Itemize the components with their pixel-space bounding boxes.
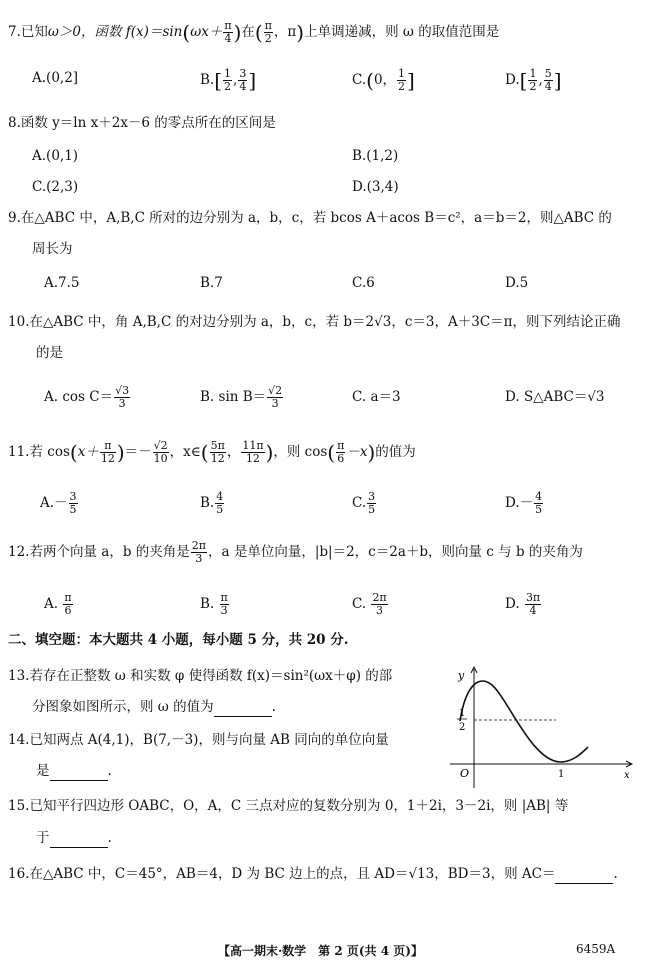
denominator: 4 [529, 604, 537, 617]
q8-option-b [352, 146, 398, 166]
paren-open: ( [327, 440, 336, 465]
option-sign: － [54, 495, 68, 511]
q10-option-b [200, 385, 284, 410]
q11-option-a [40, 491, 79, 516]
numerator: π [220, 591, 228, 604]
question-14-stem-cont [36, 761, 112, 781]
fraction [267, 385, 283, 410]
option-label: C. [352, 275, 367, 291]
answer-blank[interactable] [214, 716, 272, 717]
stem-text: f(x)＝sin [125, 24, 183, 40]
option-text: (2,3) [46, 179, 79, 195]
stem-text: 于 [36, 830, 50, 846]
denominator: 4 [224, 32, 232, 45]
fraction [114, 385, 130, 410]
stem-text: 若两个向量 a，b 的夹角是 [29, 544, 190, 560]
question-number: 9. [8, 210, 21, 226]
answer-blank[interactable] [50, 847, 108, 848]
stem-text: 已知两点 A(4,1)，B(7,－3)，则与向量 AB 同向的单位向量 [29, 732, 389, 748]
option-text: 7 [214, 275, 223, 291]
numerator: √2 [268, 384, 283, 397]
stem-text: 已知平行四边形 OABC，O，A，C 三点对应的复数分别为 0，1＋2i，3－2i，则 |AB| 等 [29, 798, 569, 814]
q8-option-c [32, 177, 78, 197]
y-axis-label: y [458, 669, 465, 682]
stem-text: 在△ABC 中，角 A,B,C 的对边分别为 a，b，c，若 b＝2√3，c＝3，A＋3C＝π，则下列结论正确 [29, 314, 621, 330]
option-text: sin B＝ [218, 389, 267, 405]
stem-text: ，a 是单位向量，|b|＝2，c＝2a＋b，则向量 c 与 b 的夹角为 [208, 544, 583, 560]
stem-text: ω＞0，函数 [47, 24, 122, 40]
option-label: A. [32, 148, 47, 164]
option-label: C. [32, 179, 47, 195]
fraction [544, 68, 553, 93]
option-text: (1,2) [366, 148, 399, 164]
stem-text: . [107, 763, 112, 779]
numerator: 2π [191, 539, 206, 552]
option-text: (3,4) [366, 179, 399, 195]
q12-option-d [505, 592, 542, 617]
numerator: 1 [224, 67, 232, 80]
fraction [153, 440, 169, 465]
q10-option-a [44, 385, 131, 410]
paren-close: ) [116, 440, 125, 465]
question-10-stem [8, 312, 621, 332]
denominator: 4 [544, 80, 552, 93]
section-heading [8, 630, 348, 650]
numerator: √3 [115, 384, 130, 397]
bracket-close: ] [553, 68, 562, 93]
q12-option-c [352, 592, 389, 617]
numerator: 3 [368, 490, 376, 503]
numerator: 4 [535, 490, 543, 503]
q9-option-b [200, 273, 223, 293]
denominator: 2 [529, 80, 537, 93]
stem-text: ，x∈ [169, 444, 201, 460]
denominator: 4 [239, 80, 247, 93]
question-12-stem [8, 540, 583, 565]
fraction [367, 491, 376, 516]
stem-text: 在 [241, 24, 255, 40]
stem-text: 若 cos [29, 444, 70, 460]
denominator: 5 [216, 503, 224, 516]
numerator: π [64, 591, 72, 604]
q9-option-a [44, 273, 80, 293]
option-label: B. [200, 389, 215, 405]
option-text: 6 [366, 275, 375, 291]
question-9-stem [8, 208, 612, 228]
question-10-stem-cont [36, 343, 63, 363]
q8-option-d [352, 177, 399, 197]
fraction [264, 20, 273, 45]
option-label: A. [44, 389, 59, 405]
function-curve [460, 681, 588, 762]
question-13-stem [8, 666, 392, 686]
option-text: cos C＝ [62, 389, 114, 405]
option-label: B. [200, 596, 215, 612]
q9-option-c [352, 273, 375, 293]
option-label: A. [44, 596, 59, 612]
fraction [100, 440, 116, 465]
q7-option-c [352, 68, 415, 93]
denominator: 3 [220, 604, 228, 617]
option-label: C. [352, 495, 367, 511]
paren-open: ( [366, 68, 374, 93]
numerator: π [264, 19, 272, 32]
question-11-stem [8, 440, 416, 465]
denominator: 6 [337, 452, 345, 465]
option-label: D. [505, 275, 520, 291]
option-label: A. [32, 70, 47, 86]
stem-text: －x [346, 444, 368, 460]
option-label: B. [200, 275, 215, 291]
stem-text: 是 [36, 763, 50, 779]
question-7-stem [8, 20, 499, 45]
denominator: 3 [271, 397, 279, 410]
q8-option-a [32, 146, 78, 166]
stem-text: 已知 [20, 24, 48, 40]
numerator: 3 [239, 67, 247, 80]
stem-text: 周长为 [32, 241, 73, 257]
paren-close: ) [265, 440, 274, 465]
paren-open: ( [200, 440, 209, 465]
q7-option-d: D.[ $\frac{1}{2}$ , $\frac{5}{4}$ ] [505, 67, 562, 93]
denominator: 5 [69, 503, 77, 516]
fraction [336, 440, 345, 465]
question-8-stem [8, 113, 276, 133]
denominator: 6 [64, 604, 72, 617]
denominator: 12 [210, 452, 225, 465]
fraction [220, 592, 229, 617]
tick-label-one: 1 [558, 769, 565, 780]
question-16-stem [8, 864, 618, 884]
denominator: 3 [376, 604, 384, 617]
question-number: 13. [8, 668, 30, 684]
option-label: D. [505, 72, 520, 88]
fraction [528, 68, 537, 93]
stem-text: . [613, 866, 618, 882]
option-label: D. [352, 179, 367, 195]
option-text: (0,1) [46, 148, 79, 164]
numerator: 5π [210, 439, 225, 452]
q10-option-c [352, 387, 401, 407]
q7-option-b: B.[ $\frac{1}{2}$ , $\frac{3}{4}$ ] [200, 67, 257, 93]
numerator: 4 [216, 490, 224, 503]
q12-option-a [44, 592, 74, 617]
question-14-stem [8, 730, 389, 750]
paren-open: ( [69, 440, 78, 465]
answer-blank[interactable] [50, 780, 108, 781]
numerator: π [337, 439, 345, 452]
paren-open: ( [182, 20, 191, 45]
numerator: 1 [529, 67, 537, 80]
q9-option-d [505, 273, 528, 293]
denominator: 2 [264, 32, 272, 45]
question-15-stem [8, 796, 568, 816]
stem-text: 在△ABC 中，A,B,C 所对的边分别为 a，b，c，若 bcos A＋acos B＝c²，a＝b＝2，则△ABC 的 [20, 210, 612, 226]
paren-open: ( [254, 20, 263, 45]
stem-text: 函数 y＝ln x＋2x－6 的零点所在的区间是 [20, 115, 276, 131]
option-label: D. [505, 495, 520, 511]
bracket-open: [ [519, 68, 528, 93]
fraction [223, 68, 232, 93]
stem-text: 上单调递减，则 ω 的取值范围是 [304, 24, 500, 40]
q11-option-d [505, 491, 544, 516]
stem-text: ，则 cos [273, 444, 328, 460]
question-number: 16. [8, 866, 30, 882]
answer-blank[interactable] [555, 883, 613, 884]
bracket-close: ] [407, 68, 415, 93]
denominator: 3 [195, 552, 203, 565]
footer-code: 6459A [576, 942, 616, 956]
denominator: 12 [100, 452, 115, 465]
fraction [210, 440, 226, 465]
numerator: 3π [525, 591, 541, 604]
stem-text: 若存在正整数 ω 和实数 φ 使得函数 f(x)＝sin²(ωx＋φ) 的部 [29, 668, 393, 684]
paren-close: ) [296, 20, 305, 45]
stem-text: . [271, 699, 276, 715]
stem-text: ，π [273, 24, 297, 40]
question-number: 15. [8, 798, 30, 814]
option-label: A. [44, 275, 59, 291]
denominator: 10 [153, 452, 168, 465]
half-numerator: 1 [459, 708, 466, 719]
numerator: √2 [153, 439, 168, 452]
fraction [525, 592, 541, 617]
question-number: 11. [8, 444, 30, 460]
bracket-close: ] [248, 68, 257, 93]
section-title: 二、填空题：本大题共 4 小题，每小题 5 分，共 20 分. [8, 632, 349, 648]
fraction [63, 592, 72, 617]
question-number: 12. [8, 544, 30, 560]
option-label: C. [352, 72, 367, 88]
q11-option-b [200, 491, 225, 516]
paren-close: ) [233, 20, 242, 45]
stem-text: 在△ABC 中，C＝45°，AB＝4，D 为 BC 边上的点，且 AD＝√13，BD＝3，则 AC＝ [29, 866, 556, 882]
fraction [191, 540, 207, 565]
footer-page-info: 【高一期末·数学 第 2 页(共 4 页)】 [218, 944, 423, 958]
fraction [69, 491, 78, 516]
numerator: π [224, 19, 232, 32]
stem-text: 的是 [36, 345, 63, 361]
denominator: 2 [398, 80, 406, 93]
stem-text: 的值为 [375, 444, 416, 460]
question-number: 14. [8, 732, 30, 748]
q11-option-c [352, 491, 377, 516]
sine-squared-graph [446, 663, 636, 793]
question-15-stem-cont [36, 828, 112, 848]
option-label: C. [352, 389, 367, 405]
option-text: 7.5 [58, 275, 80, 291]
denominator: 5 [535, 503, 543, 516]
fraction [534, 491, 543, 516]
x-axis-label: x [624, 770, 630, 781]
question-number: 10. [8, 314, 30, 330]
q10-option-d [505, 387, 605, 407]
half-denominator: 2 [459, 722, 466, 733]
question-number: 8. [8, 115, 21, 131]
denominator: 12 [245, 452, 260, 465]
origin-label: O [460, 767, 470, 780]
numerator: 11π [242, 439, 264, 452]
denominator: 5 [368, 503, 376, 516]
fraction [241, 440, 264, 465]
option-label: A. [40, 495, 55, 511]
stem-text: . [107, 830, 112, 846]
stem-text: 分图象如图所示，则 ω 的值为 [32, 699, 214, 715]
stem-text: ωx＋ [190, 24, 223, 40]
stem-text: ， [226, 444, 241, 460]
numerator: π [100, 440, 116, 453]
option-text: 5 [519, 275, 529, 291]
fraction [371, 592, 387, 617]
q12-option-b [200, 592, 230, 617]
option-text: S△ABC＝√3 [523, 389, 605, 405]
numerator: 1 [398, 67, 406, 80]
fraction [223, 20, 232, 45]
question-number: 7. [8, 24, 21, 40]
option-label: B. [352, 148, 367, 164]
denominator: 3 [118, 397, 126, 410]
fraction [238, 68, 247, 93]
option-label: C. [352, 596, 367, 612]
numerator: 3 [69, 490, 77, 503]
denominator: 2 [224, 80, 232, 93]
stem-text: ＝－ [124, 444, 152, 460]
question-9-stem-cont [32, 239, 73, 259]
numerator: 5 [544, 67, 552, 80]
option-text: 0， [373, 72, 397, 88]
fraction [215, 491, 224, 516]
option-sign: － [519, 495, 534, 511]
option-label: B. [200, 72, 215, 88]
stem-text: x＋ [77, 444, 99, 460]
option-text: (0,2] [46, 70, 79, 86]
bracket-open: [ [214, 68, 223, 93]
option-label: D. [505, 596, 520, 612]
option-label: D. [505, 389, 520, 405]
numerator: 2π [372, 591, 387, 604]
paren-close: ) [367, 440, 376, 465]
question-13-stem-cont [32, 697, 276, 717]
q7-option-a [32, 68, 78, 88]
option-text: a＝3 [370, 389, 401, 405]
fraction [397, 68, 406, 93]
option-label: B. [200, 495, 215, 511]
